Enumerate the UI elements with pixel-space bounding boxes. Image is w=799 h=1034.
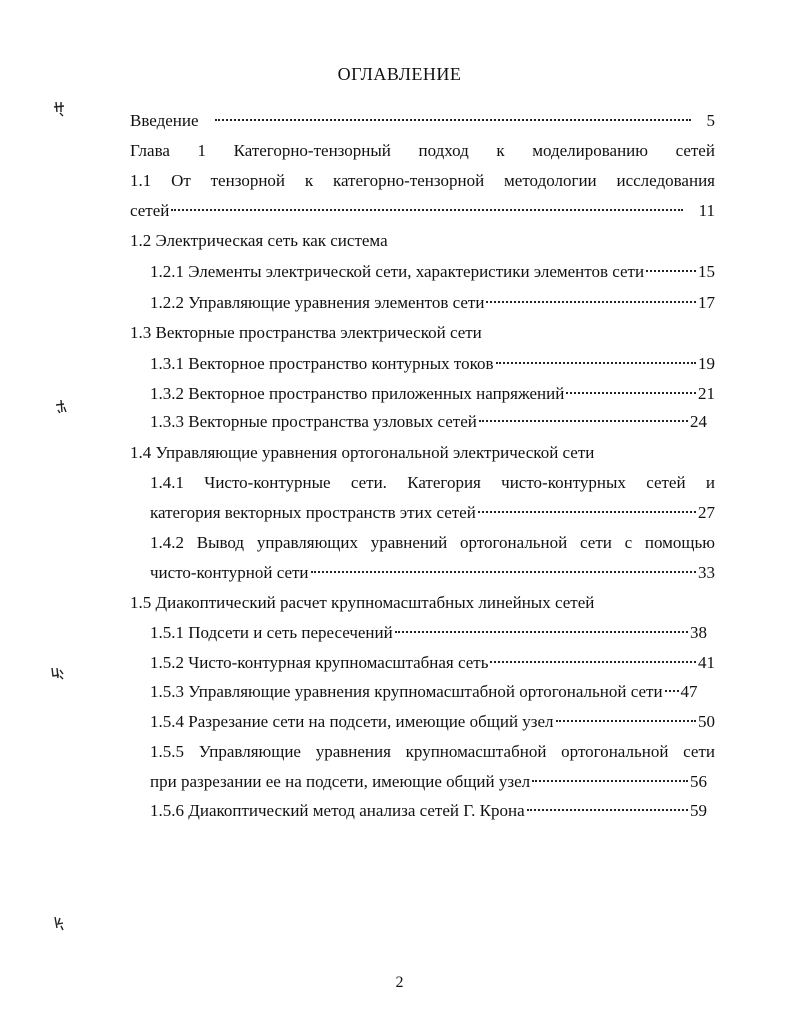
toc-entry-1-3-1[interactable]: 1.3.1 Векторное пространство контурных токов 19 (150, 354, 715, 373)
toc-entry-1-5-2[interactable]: 1.5.2 Чисто-контурная крупномасштабная сеть 41 (150, 653, 715, 672)
toc-entry-1-5-5-cont[interactable]: при разрезании ее на подсети, имеющие общий узел 56 (150, 772, 707, 791)
margin-mark (54, 398, 68, 416)
toc-entry-1-5-5[interactable]: 1.5.5 Управляющие уравнения крупномасштабной ортогональной сети (150, 742, 715, 761)
toc-entry-1-4-2[interactable]: 1.4.2 Вывод управляющих уравнений ортогональной сети с помощью (150, 533, 715, 552)
toc-entry-1-2-2[interactable]: 1.2.2 Управляющие уравнения элементов сети 17 (150, 293, 715, 312)
margin-mark (50, 664, 64, 682)
toc-entry-1-1[interactable]: 1.1 От тензорной к категорно-тензорной методологии исследования (130, 171, 715, 190)
toc-entry-1-2[interactable]: 1.2 Электрическая сеть как система (130, 231, 388, 250)
toc-entry-chapter-1[interactable]: Глава 1 Категорно-тензорный подход к моделированию сетей (130, 141, 715, 160)
toc-entry-1-3[interactable]: 1.3 Векторные пространства электрической сети (130, 323, 482, 342)
toc-entry-1-4-2-cont[interactable]: чисто-контурной сети 33 (150, 563, 715, 582)
toc-entry-1-5-4[interactable]: 1.5.4 Разрезание сети на подсети, имеющие общий узел 50 (150, 712, 715, 731)
toc-entry-1-4-1[interactable]: 1.4.1 Чисто-контурные сети. Категория чисто-контурных сетей и (150, 473, 715, 492)
toc-entry-1-5-3[interactable]: 1.5.3 Управляющие уравнения крупномасштабной ортогональной сети 47 (150, 682, 698, 701)
toc-entry-intro[interactable]: Введение 5 (130, 111, 715, 130)
toc-entry-1-3-2[interactable]: 1.3.2 Векторное пространство приложенных напряжений 21 (150, 384, 715, 403)
toc-entry-1-5-6[interactable]: 1.5.6 Диакоптический метод анализа сетей Г. Крона 59 (150, 801, 707, 820)
toc-title: ОГЛАВЛЕНИЕ (337, 64, 462, 84)
toc-entry-1-5[interactable]: 1.5 Диакоптический расчет крупномасштабных линейных сетей (130, 593, 595, 612)
toc-entry-1-4[interactable]: 1.4 Управляющие уравнения ортогональной электрической сети (130, 443, 595, 462)
toc-entry-1-1-cont[interactable]: сетей 11 (130, 201, 715, 220)
toc-entry-1-5-1[interactable]: 1.5.1 Подсети и сеть пересечений 38 (150, 623, 707, 642)
margin-mark (52, 914, 66, 932)
toc-entry-1-2-1[interactable]: 1.2.1 Элементы электрической сети, характеристики элементов сети 15 (150, 262, 715, 281)
toc-entry-1-3-3[interactable]: 1.3.3 Векторные пространства узловых сетей 24 (150, 412, 707, 431)
margin-mark (52, 100, 66, 118)
page-number: 2 (395, 974, 404, 991)
toc-entry-1-4-1-cont[interactable]: категория векторных пространств этих сетей 27 (150, 503, 715, 522)
